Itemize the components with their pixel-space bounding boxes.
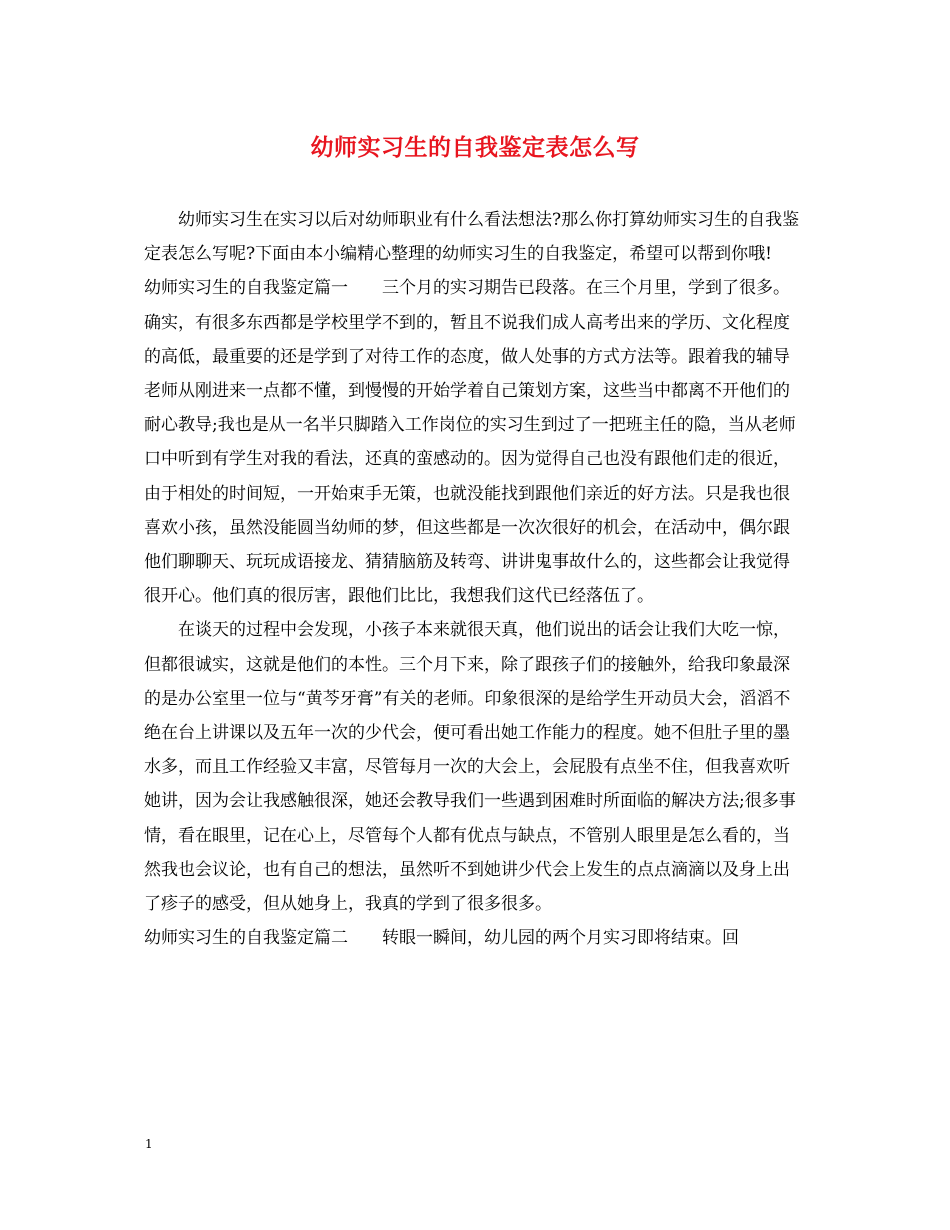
page-number: 1	[145, 1137, 153, 1151]
section-one-continued-paragraph: 在谈天的过程中会发现，小孩子本来就很天真，他们说出的话会让我们大吃一惊，但都很诚实，这就是他们的本性。三个月下来，除了跟孩子们的接触外，给我印象最深的是办公室里一位与“黄芩牙膏”有关的老师。印象很深的是给学生开动员大会，滔滔不绝在台上讲课以及五年一次的少代会，便可看出她工作能力的程度。她不但肚子里的墨水多，而且工作经验又丰富，尽管每月一次的大会上，会屁股有点坐不住，但我喜欢听她讲，因为会让我感触很深，她还会教导我们一些遇到困难时所面临的解决方法;很多事情，看在眼里，记在心上，尽管每个人都有优点与缺点，不管别人眼里是怎么看的，当然我也会议论，也有自己的想法，虽然听不到她讲少代会上发生的点点滴滴以及身上出了疹子的感受，但从她身上，我真的学到了很多很多。	[144, 620, 796, 915]
document-title: 幼师实习生的自我鉴定表怎么写	[310, 134, 640, 161]
intro-paragraph: 幼师实习生在实习以后对幼师职业有什么看法想法?那么你打算幼师实习生的自我鉴定表怎么写呢?下面由本小编精心整理的幼师实习生的自我鉴定，希望可以帮到你哦!	[144, 210, 800, 265]
section-two-paragraph: 幼师实习生的自我鉴定篇二 转眼一瞬间，幼儿园的两个月实习即将结束。回	[144, 928, 739, 949]
section-one-paragraph: 幼师实习生的自我鉴定篇一 三个月的实习期告已段落。在三个月里，学到了很多。确实，有很多东西都是学校里学不到的，暂且不说我们成人高考出来的学历、文化程度的高低，最重要的还是学到了对待工作的态度，做人处事的方式方法等。跟着我的辅导老师从刚进来一点都不懂，到慢慢的开始学着自己策划方案，这些当中都离不开他们的耐心教导;我也是从一名半只脚踏入工作岗位的实习生到过了一把班主任的隐，当从老师口中听到有学生对我的看法，还真的蛮感动的。因为觉得自己也没有跟他们走的很近，由于相处的时间短，一开始束手无策，也就没能找到跟他们亲近的好方法。只是我也很喜欢小孩，虽然没能圆当幼师的梦，但这些都是一次次很好的机会，在活动中，偶尔跟他们聊聊天、玩玩成语接龙、猜猜脑筋及转弯、讲讲鬼事故什么的，这些都会让我觉得很开心。他们真的很厉害，跟他们比比，我想我们这代已经落伍了。	[144, 278, 796, 607]
document-body	[144, 203, 804, 955]
